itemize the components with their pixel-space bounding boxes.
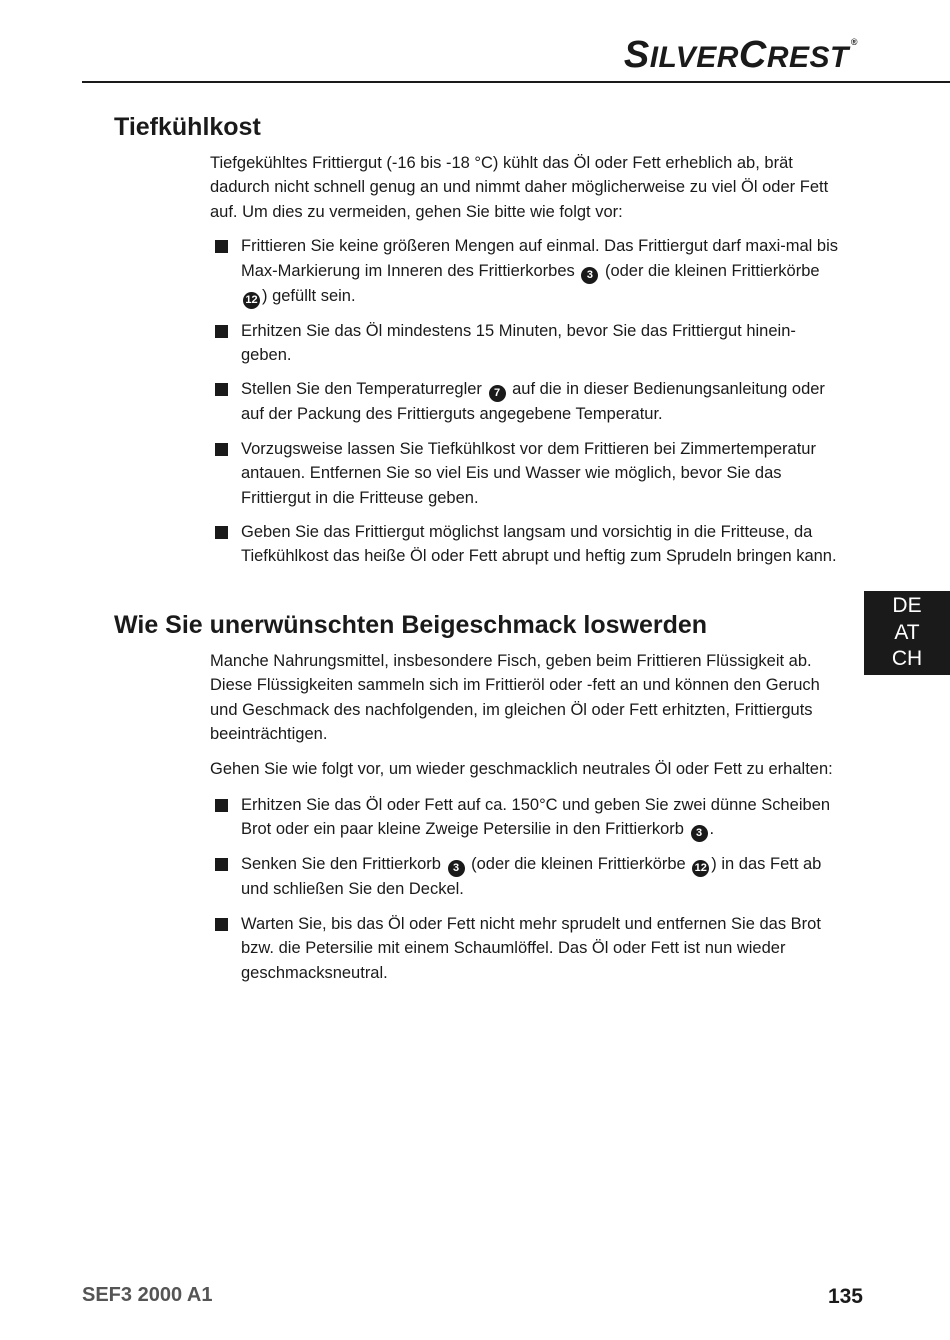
list-text: auf die in dieser Bedienungsanleitung oder auf der Packung des Frittierguts angegebene Temperatur.: [241, 380, 825, 424]
list-item: [210, 437, 840, 510]
list-text: ) in das Fett ab und schließen Sie den Deckel.: [241, 855, 822, 899]
bullet-square-icon: [215, 799, 228, 812]
bullet-square-icon: [215, 240, 228, 253]
bullet-square-icon: [215, 325, 228, 338]
brand-logo: [624, 34, 858, 77]
part-number-badge: 3: [691, 825, 708, 842]
brand-letter: S: [623, 34, 650, 76]
list-item: [210, 793, 840, 842]
bullet-square-icon: [215, 858, 228, 871]
page-number: 135: [827, 1285, 863, 1308]
section-frozen-food-body: [210, 151, 840, 579]
part-number-badge: 12: [692, 860, 709, 877]
language-at: AT: [894, 620, 920, 644]
list-text: .: [709, 820, 715, 839]
list-text: (oder die kleinen Frittierkörbe: [600, 261, 820, 280]
header-rule: [82, 81, 950, 83]
list-text: ) gefüllt sein.: [262, 286, 356, 305]
part-number-badge: 3: [581, 267, 598, 284]
language-tab: [864, 591, 950, 675]
paragraph: Gehen Sie wie folgt vor, um wieder geschmacklich neutrales Öl oder Fett zu erhalten:: [210, 759, 833, 778]
list-item: [210, 319, 840, 368]
bullet-square-icon: [215, 918, 228, 931]
list-text: Stellen Sie den Temperaturregler: [241, 380, 487, 399]
frozen-food-list: [210, 234, 840, 569]
list-text: Erhitzen Sie das Öl oder Fett auf ca. 150°C und geben Sie zwei dünne Scheiben Brot oder ein paar kleine Zweige Petersilie in den Frittierkorb: [241, 796, 831, 839]
bullet-square-icon: [215, 526, 228, 539]
language-de: DE: [892, 594, 922, 617]
intro-paragraph: Tiefgekühltes Frittiergut (-16 bis -18 °C) kühlt das Öl oder Fett erheblich ab, brät dadurch nicht schnell genug an und nimmt daher möglicherweise zu viel Öl oder Fett auf. Um dies zu vermeiden, gehen Sie bitte wie folgt vor:: [210, 154, 829, 221]
list-item: [210, 852, 840, 901]
list-text: (oder die kleinen Frittierkörbe: [466, 855, 691, 874]
section-title-frozen-food: Tiefkühlkost: [114, 113, 261, 141]
list-item: [210, 377, 840, 426]
language-ch: CH: [891, 647, 923, 670]
list-item: [210, 912, 840, 985]
section-title-off-flavour: Wie Sie unerwünschten Beigeschmack loswerden: [114, 611, 708, 639]
brand-letter: C: [738, 34, 767, 76]
list-text: Senken Sie den Frittierkorb: [241, 855, 446, 874]
bullet-square-icon: [215, 383, 228, 396]
bullet-square-icon: [215, 443, 228, 456]
list-text: Geben Sie das Frittiergut möglichst langsam und vorsichtig in die Fritteuse, da Tiefkühlkost das heiße Öl oder Fett abrupt und heftig zum Sprudeln bringen kann.: [241, 523, 837, 566]
part-number-badge: 7: [489, 385, 506, 402]
list-text: Vorzugsweise lassen Sie Tiefkühlkost vor dem Frittieren bei Zimmertemperatur antauen. Entfernen Sie so viel Eis und Wasser wie möglich, bevor Sie das Frittiergut in die Fritteuse geben.: [241, 439, 816, 507]
list-text: Warten Sie, bis das Öl oder Fett nicht mehr sprudelt und entfernen Sie das Brot bzw. die Petersilie mit einem Schaumlöffel. Das Öl oder Fett ist nun wieder geschmacksneutral.: [241, 914, 821, 982]
brand-letters: ILVER: [649, 41, 739, 74]
part-number-badge: 3: [448, 860, 465, 877]
list-text: Erhitzen Sie das Öl mindestens 15 Minuten, bevor Sie das Frittiergut hinein-geben.: [241, 321, 796, 365]
paragraph: Manche Nahrungsmittel, insbesondere Fisch, geben beim Frittieren Flüssigkeit ab. Diese Flüssigkeiten sammeln sich im Frittieröl oder -fett an und können den Geruch und Geschmack des nachfolgenden, im gleichen Öl oder Fett erhitzten, Frittierguts beeinträchtigen.: [210, 652, 820, 744]
footer-model-number: SEF3 2000 A1: [82, 1284, 213, 1306]
list-item: [210, 520, 840, 569]
part-number-badge: 12: [243, 292, 260, 309]
registered-mark: ®: [850, 37, 858, 47]
off-flavour-list: [210, 793, 840, 985]
list-text: Frittieren Sie keine größeren Mengen auf einmal. Das Frittiergut darf maxi-mal bis Max-Markierung im Inneren des Frittierkorbes: [241, 237, 838, 280]
section-off-flavour-body: [210, 649, 840, 995]
list-item: [210, 234, 840, 308]
brand-letters: REST: [766, 41, 849, 74]
